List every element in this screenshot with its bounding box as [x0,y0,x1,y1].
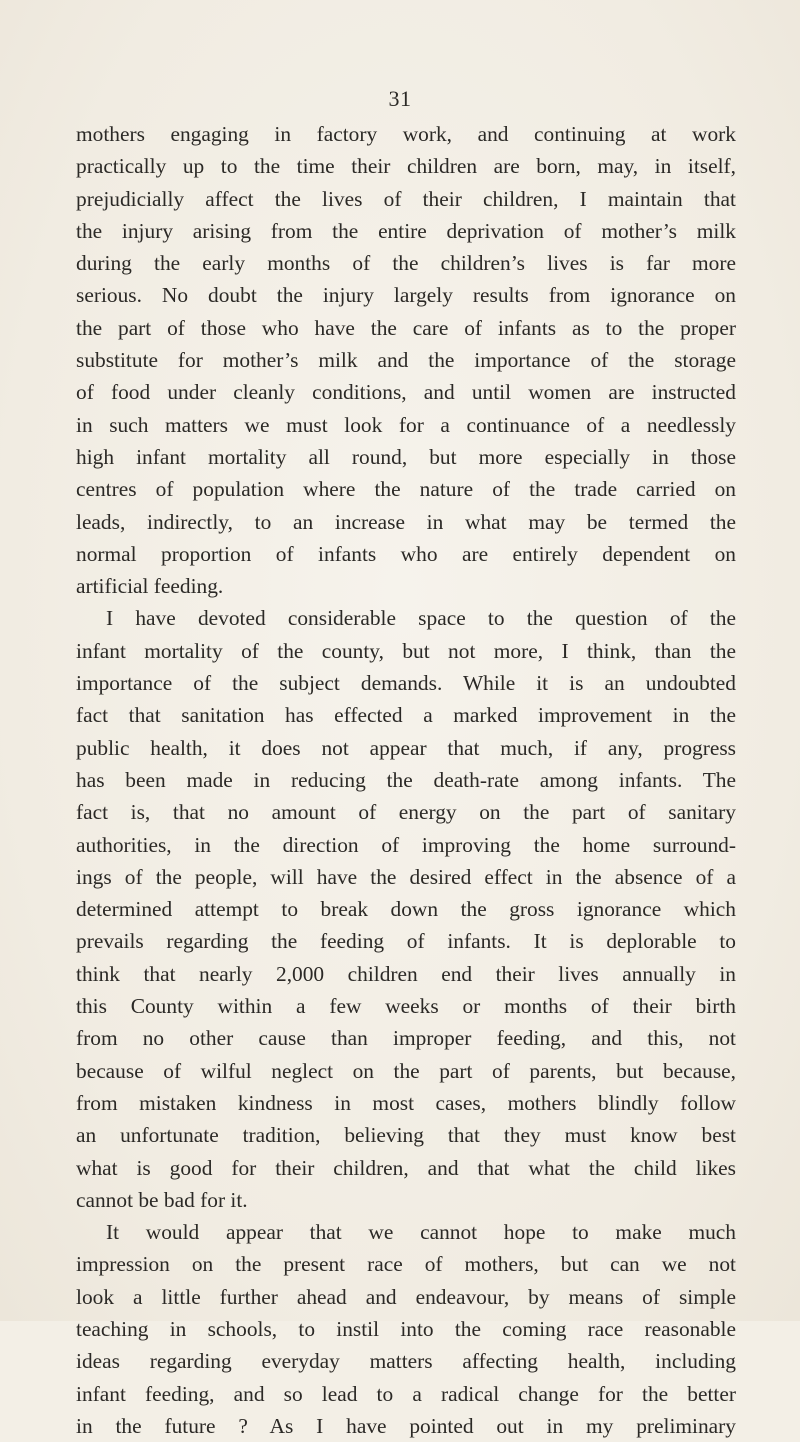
text-line: fact is, that no amount of energy on the part of sanitary [76,800,736,825]
text-line: of food under cleanly conditions, and until women are instructed [76,380,736,405]
text-line: impression on the present race of mothers, but can we not [76,1252,736,1277]
text-line: infant mortality of the county, but not more, I think, than the [76,638,736,663]
text-line: from no other cause than improper feeding, and this, not [76,1026,736,1051]
text-line: this County within a few weeks or months of their birth [76,994,736,1019]
text-line: has been made in reducing the death-rate among infants. The [76,767,736,792]
text-line: serious. No doubt the injury largely results from ignorance on [76,283,736,308]
text-line: cannot be bad for it. [76,1187,248,1212]
text-line: practically up to the time their children are born, may, in itself, [76,154,736,179]
text-line: in the future ? As I have pointed out in my preliminary [76,1413,736,1438]
text-line: the part of those who have the care of infants as to the proper [76,315,736,340]
text-line: ings of the people, will have the desired effect in the absence of a [76,864,736,889]
text-line: public health, it does not appear that much, if any, progress [76,735,736,760]
text-line: in such matters we must look for a continuance of a needlessly [76,412,736,437]
text-line: ideas regarding everyday matters affecting health, including [76,1349,736,1374]
text-line: substitute for mother’s milk and the importance of the storage [76,348,736,373]
text-line: centres of population where the nature of the trade carried on [76,477,736,502]
text-line: authorities, in the direction of improving the home surround- [76,832,736,857]
text-line: because of wilful neglect on the part of parents, but because, [76,1058,736,1083]
text-line: infant feeding, and so lead to a radical change for the better [76,1381,736,1406]
paragraph-3 [76,1216,736,1442]
text-line: I have devoted considerable space to the question of the [106,606,736,631]
text-line: importance of the subject demands. While it is an undoubted [76,671,736,696]
body-text [76,118,736,1442]
text-line: artificial feeding. [76,574,224,599]
page-number: 31 [388,86,412,111]
text-line: fact that sanitation has effected a marked improvement in the [76,703,736,728]
text-line: an unfortunate tradition, believing that they must know best [76,1123,736,1148]
text-line: leads, indirectly, to an increase in what may be termed the [76,509,736,534]
paragraph-2 [76,602,736,1216]
text-line: prejudicially affect the lives of their children, I maintain that [76,186,736,211]
text-line: look a little further ahead and endeavour, by means of simple [76,1284,736,1309]
text-line: teaching in schools, to instil into the coming race reasonable [76,1316,736,1341]
text-line: mothers engaging in factory work, and continuing at work [76,122,736,146]
paragraph-1 [76,118,736,602]
text-line: the injury arising from the entire deprivation of mother’s milk [76,218,736,243]
text-line: what is good for their children, and that what the child likes [76,1155,736,1180]
text-line: during the early months of the children’s lives is far more [76,251,736,276]
text-line: prevails regarding the feeding of infants. It is deplorable to [76,929,736,954]
text-line: high infant mortality all round, but more especially in those [76,444,736,469]
text-line: think that nearly 2,000 children end their lives annually in [76,961,736,986]
text-line: from mistaken kindness in most cases, mothers blindly follow [76,1090,736,1115]
text-line: determined attempt to break down the gross ignorance which [76,897,736,922]
text-line: It would appear that we cannot hope to make much [106,1220,736,1245]
text-line: normal proportion of infants who are entirely dependent on [76,541,736,566]
